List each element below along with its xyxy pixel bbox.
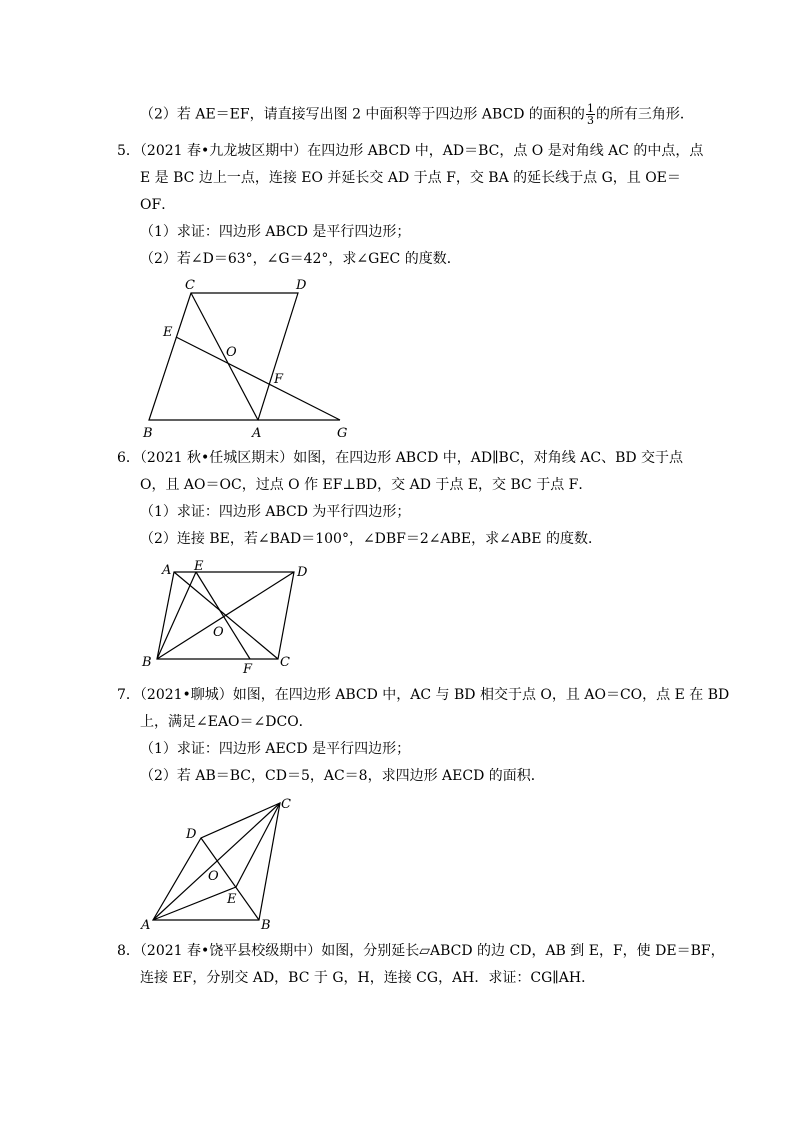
q7-diagonal-bd bbox=[201, 838, 259, 920]
q8-line1: 8．（2021 春•饶平县校级期中）如图，分别延长▱ABCD 的边 CD，AB 到 E，F，使 DE＝BF， bbox=[117, 943, 725, 959]
q7-label-e: E bbox=[227, 892, 237, 907]
q8-line2: 连接 EF，分别交 AD，BC 于 G，H，连接 CG，AH．求证：CG∥AH． bbox=[140, 970, 596, 986]
q5-segment-eg bbox=[176, 337, 340, 420]
q6-label-a: A bbox=[162, 563, 172, 578]
q7-part2: （2）若 AB＝BC，CD＝5，AC＝8，求四边形 AECD 的面积． bbox=[140, 768, 545, 784]
q5-diagonal-ca bbox=[191, 293, 258, 420]
q7-part1: （1）求证：四边形 AECD 是平行四边形； bbox=[140, 741, 411, 757]
q6-line2: O，且 AO＝OC，过点 O 作 EF⊥BD，交 AD 于点 E，交 BC 于点 F． bbox=[140, 477, 593, 493]
q5-label-a: A bbox=[252, 426, 262, 441]
q4-part2-text-a: （2）若 AE＝EF，请直接写出图 2 中面积等于四边形 ABCD 的面积的 bbox=[140, 106, 585, 123]
q7-label-c: C bbox=[281, 797, 291, 812]
q6-label-b: B bbox=[142, 655, 152, 670]
q7-quadrilateral bbox=[153, 803, 280, 920]
fraction bbox=[586, 103, 595, 126]
q6-label-c: C bbox=[280, 655, 290, 670]
q6-label-f: F bbox=[243, 662, 253, 677]
q5-part1: （1）求证：四边形 ABCD 是平行四边形； bbox=[140, 224, 411, 240]
q5-label-o: O bbox=[226, 345, 237, 360]
q6-diagonal-ac bbox=[174, 572, 278, 659]
q7-segment-ce bbox=[236, 803, 280, 887]
q5-line1: 5．（2021 春•九龙坡区期中）在四边形 ABCD 中，AD＝BC，点 O 是对角线 AC 的中点，点 bbox=[117, 143, 704, 159]
q4-part2-text-b: 的所有三角形． bbox=[595, 106, 694, 123]
q5-part2: （2）若∠D＝63°，∠G＝42°，求∠GEC 的度数． bbox=[140, 251, 461, 267]
q6-line1: 6．（2021 秋•任城区期末）如图，在四边形 ABCD 中，AD∥BC，对角线 AC、BD 交于点 bbox=[117, 450, 684, 466]
q7-diagonal-ac bbox=[153, 803, 280, 920]
q6-label-o: O bbox=[213, 625, 224, 640]
q5-label-c: C bbox=[185, 278, 195, 293]
q5-label-f: F bbox=[274, 372, 284, 387]
q7-label-b: B bbox=[261, 918, 271, 933]
q5-parallelogram bbox=[149, 293, 298, 420]
q7-label-a: A bbox=[141, 918, 151, 933]
q5-label-b: B bbox=[143, 426, 153, 441]
q6-segment-be bbox=[157, 572, 196, 659]
q5-label-d: D bbox=[296, 278, 307, 293]
q7-label-d: D bbox=[186, 827, 197, 842]
q7-segment-ae bbox=[153, 887, 236, 920]
q7-line1: 7．（2021•聊城）如图，在四边形 ABCD 中，AC 与 BD 相交于点 O，且 AO＝CO，点 E 在 BD bbox=[117, 687, 730, 703]
q7-label-o: O bbox=[208, 869, 219, 884]
q5-line2: E 是 BC 边上一点，连接 EO 并延长交 AD 于点 F，交 BA 的延长线于点 G，且 OE＝ bbox=[140, 170, 681, 186]
q6-label-d: D bbox=[297, 565, 308, 580]
q6-parallelogram bbox=[157, 572, 294, 659]
q6-part1: （1）求证：四边形 ABCD 为平行四边形； bbox=[140, 504, 411, 520]
q6-part2: （2）连接 BE，若∠BAD＝100°，∠DBF＝2∠ABE，求∠ABE 的度数． bbox=[140, 531, 602, 547]
fraction-denominator: 3 bbox=[586, 114, 594, 127]
fraction-numerator: 1 bbox=[586, 102, 594, 115]
q6-label-e: E bbox=[194, 559, 204, 574]
q5-label-g: G bbox=[337, 426, 348, 441]
q5-label-e: E bbox=[163, 325, 173, 340]
q6-segment-ef bbox=[196, 572, 250, 659]
q7-line2: 上，满足∠EAO＝∠DCO． bbox=[140, 714, 313, 730]
q6-diagonal-bd bbox=[157, 572, 294, 659]
q4-part2 bbox=[140, 103, 694, 126]
q5-line3: OF． bbox=[140, 197, 176, 213]
